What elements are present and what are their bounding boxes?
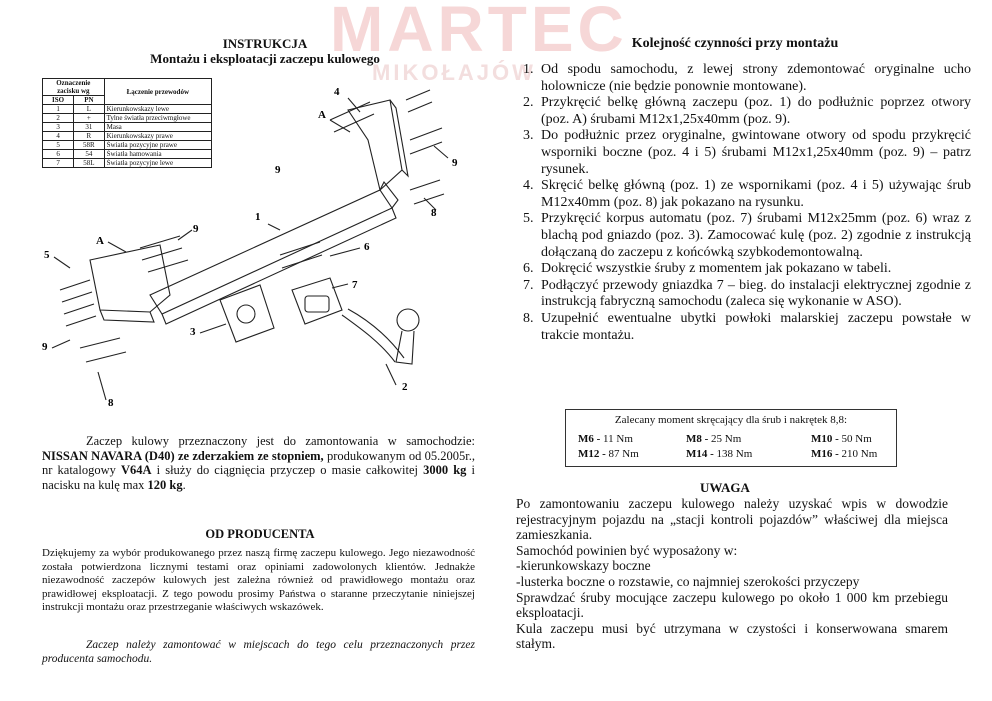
label-5: 5 [44, 249, 50, 261]
step-item: 6. Dokręcić wszystkie śruby z momentem jak pokazano w tabeli. [537, 261, 971, 278]
label-6: 6 [364, 241, 370, 253]
watermark-brand: MARTEC [330, 0, 628, 65]
warning-line: Kula zaczepu musi być utrzymana w czystości i konserwowana smarem stałym. [516, 620, 948, 652]
label-A1: A [318, 109, 326, 121]
bolt-group-left [60, 236, 188, 326]
warning-line: Po zamontowaniu zaczepu kulowego należy uzyskać wpis w dowodzie rejestracyjnym pojazdu na „stacji kontroli pojazdów” właściwej dla miejsca zamieszkania. [516, 496, 948, 543]
warning-line: -kierunkowskazy boczne [516, 558, 651, 574]
label-2: 2 [402, 381, 408, 393]
cell-desc: Światła hamowania [104, 150, 211, 159]
torque-item [811, 433, 872, 446]
cell-iso: 4 [43, 132, 74, 141]
step-item: 3. Do podłużnic przez oryginalne, gwintowane otwory od spodu przykręcić wsporniki boczne (poz. 4 i 5) śrubami M12x1,25x40mm (poz. 9) – patrz rysunek. [537, 128, 971, 178]
torque-value: 50 Nm [841, 433, 872, 445]
cell-iso: 6 [43, 150, 74, 159]
step-item: 4. Skręcić belkę główną (poz. 1) ze wspornikami (poz. 4 i 5) używając śrub M12x40mm (poz. 8) jak pokazano na rysunku. [537, 178, 971, 211]
producer-title: OD PRODUCENTA [205, 527, 315, 541]
title-line-2: Montażu i eksploatacji zaczepu kulowego [150, 51, 380, 66]
torque-size: M6 - [578, 433, 601, 445]
desc-text-1: Zaczep kulowy przeznaczony jest do zamontowania w samochodzie: [86, 434, 475, 448]
cell-iso: 1 [43, 105, 74, 114]
torque-table [565, 409, 897, 467]
cell-desc: Światła pozycyjne prawe [104, 141, 211, 150]
label-A2: A [96, 235, 104, 247]
torque-size: M14 - [686, 448, 714, 460]
bolt-group-bottom [80, 180, 444, 362]
torque-item [686, 448, 752, 461]
torque-size: M10 - [811, 433, 839, 445]
desc-mass: 3000 kg [423, 463, 467, 478]
bolt-group-right [330, 90, 442, 154]
torque-value: 210 Nm [841, 448, 878, 460]
producer-text: Dziękujemy za wybór produkowanego przez naszą firmę zaczepu kulowego. Jego niezawodność została potwierdzona licznymi testami oraz opiniami zadowolonych klientów. Jednakże niezawodność zaczepów kulowych jest zależna również od prawidłowego montażu oraz prawidłowej eksploatacji. Z tego powodu prosimy Państwa o staranne przeczytanie niniejszej instrukcji montażu oraz przestrzeganie właściwych wskazówek. [42, 547, 475, 614]
torque-heading: Zalecany moment skręcający dla śrub i nakrętek 8,8: [614, 414, 848, 426]
step-item: 5. Przykręcić korpus automatu (poz. 7) śrubami M12x25mm (poz. 6) wraz z blachą pod gniazdo (poz. 3). Zamocować kulę (poz. 2) zgodnie z instrukcją dołączaną do zaczepu z końcówką szybkodemontowalną. [537, 211, 971, 261]
title-line-1: INSTRUKCJA [222, 36, 308, 51]
cell-desc: Kierunkowskazy prawe [104, 132, 211, 141]
desc-text-2: produkowanym od 05.2005r., nr katalogowy [42, 448, 476, 478]
step-item: 1. Od spodu samochodu, z lewej strony zdemontować oryginalne ucho holownicze (nie będzie ponownie montowane). [537, 62, 971, 95]
warning-text [516, 496, 948, 652]
torque-value: 87 Nm [608, 448, 639, 460]
label-7: 7 [352, 279, 358, 291]
torque-size: M16 - [811, 448, 839, 460]
cell-iso: 5 [43, 141, 74, 150]
torque-size: M12 - [578, 448, 606, 460]
th-mark: Oznaczenie zacisku wg [43, 79, 105, 96]
socket-plate [220, 285, 274, 342]
label-1: 1 [255, 211, 261, 223]
torque-item [578, 433, 633, 446]
cell-pn: + [74, 114, 104, 123]
cell-pn: 54 [74, 150, 104, 159]
torque-item [578, 448, 639, 461]
exploded-assembly-diagram [30, 80, 480, 415]
warning-line: -lusterka boczne o rozstawie, co najmniej szerokości przyczepy [516, 573, 860, 589]
right-bracket [348, 100, 402, 190]
desc-catalog: V64A [120, 463, 152, 478]
instruction-title [100, 36, 430, 66]
warning-line: Samochód powinien być wyposażony w: [516, 542, 738, 558]
cell-pn: L [74, 105, 104, 114]
cell-pn: 58R [74, 141, 104, 150]
cell-pn: 58L [74, 159, 104, 168]
label-3: 3 [190, 326, 196, 338]
cell-desc: Kierunkowskazy lewe [104, 105, 211, 114]
watermark-sub: MIKOŁAJÓW [372, 60, 536, 85]
product-description [42, 434, 475, 492]
warning-title: UWAGA [700, 480, 750, 495]
label-9b: 9 [275, 164, 281, 176]
warning-line: Sprawdzać śruby mocujące zaczepu kulowego po około 1 000 km przebiegu eksploatacji. [516, 589, 948, 621]
tow-ball [397, 309, 419, 331]
desc-car: NISSAN NAVARA (D40) ze zderzakiem ze stopniem, [42, 448, 324, 463]
step-item: 2. Przykręcić belkę główną zaczepu (poz. 1) do podłużnic poprzez otwory (poz. A) śrubami M12x1,25x40mm (poz. 9). [537, 95, 971, 128]
label-8b: 8 [108, 397, 114, 409]
cell-desc: Tylne światła przeciwmgłowe [104, 114, 211, 123]
torque-size: M8 - [686, 433, 709, 445]
cell-pn: 31 [74, 123, 104, 132]
label-8a: 8 [431, 207, 437, 219]
main-beam [150, 190, 392, 314]
step-item: 7. Podłączyć przewody gniazdka 7 – bieg. do instalacji elektrycznej zgodnie z instrukcją fabryczną samochodu (zaleca się wykonanie w ASO). [537, 278, 971, 311]
cell-iso: 2 [43, 114, 74, 123]
th-iso: ISO [43, 96, 74, 105]
desc-text-4: i nacisku na kulę max [42, 463, 475, 492]
steps-list [515, 62, 971, 344]
desc-load: 120 kg [147, 477, 183, 492]
cell-desc: Masa [104, 123, 211, 132]
label-9d: 9 [42, 341, 48, 353]
torque-value: 11 Nm [603, 433, 633, 445]
desc-text-5: . [182, 477, 186, 492]
label-9a: 9 [452, 157, 458, 169]
cell-pn: R [74, 132, 104, 141]
torque-item [811, 448, 877, 461]
label-4: 4 [334, 86, 340, 98]
torque-value: 138 Nm [716, 448, 753, 460]
th-pn: PN [74, 96, 104, 105]
torque-value: 25 Nm [711, 433, 742, 445]
step-item: 8. Uzupełnić ewentualne ubytki powłoki malarskiej zaczepu powstałe w trakcie montażu. [537, 311, 971, 344]
producer-note: Zaczep należy zamontować w miejscach do tego celu przeznaczonych przez producenta samochodu. [42, 639, 475, 665]
th-connection: Łączenie przewodów [104, 79, 211, 105]
cell-iso: 7 [43, 159, 74, 168]
desc-text-3: i służy do ciągnięcia przyczep o masie całkowitej [151, 463, 424, 478]
steps-title: Kolejność czynności przy montażu [631, 36, 839, 51]
cell-iso: 3 [43, 123, 74, 132]
torque-item [686, 433, 741, 446]
cell-desc: Światła pozycyjne lewe [104, 159, 211, 168]
label-9c: 9 [193, 223, 199, 235]
tow-body [292, 278, 342, 324]
